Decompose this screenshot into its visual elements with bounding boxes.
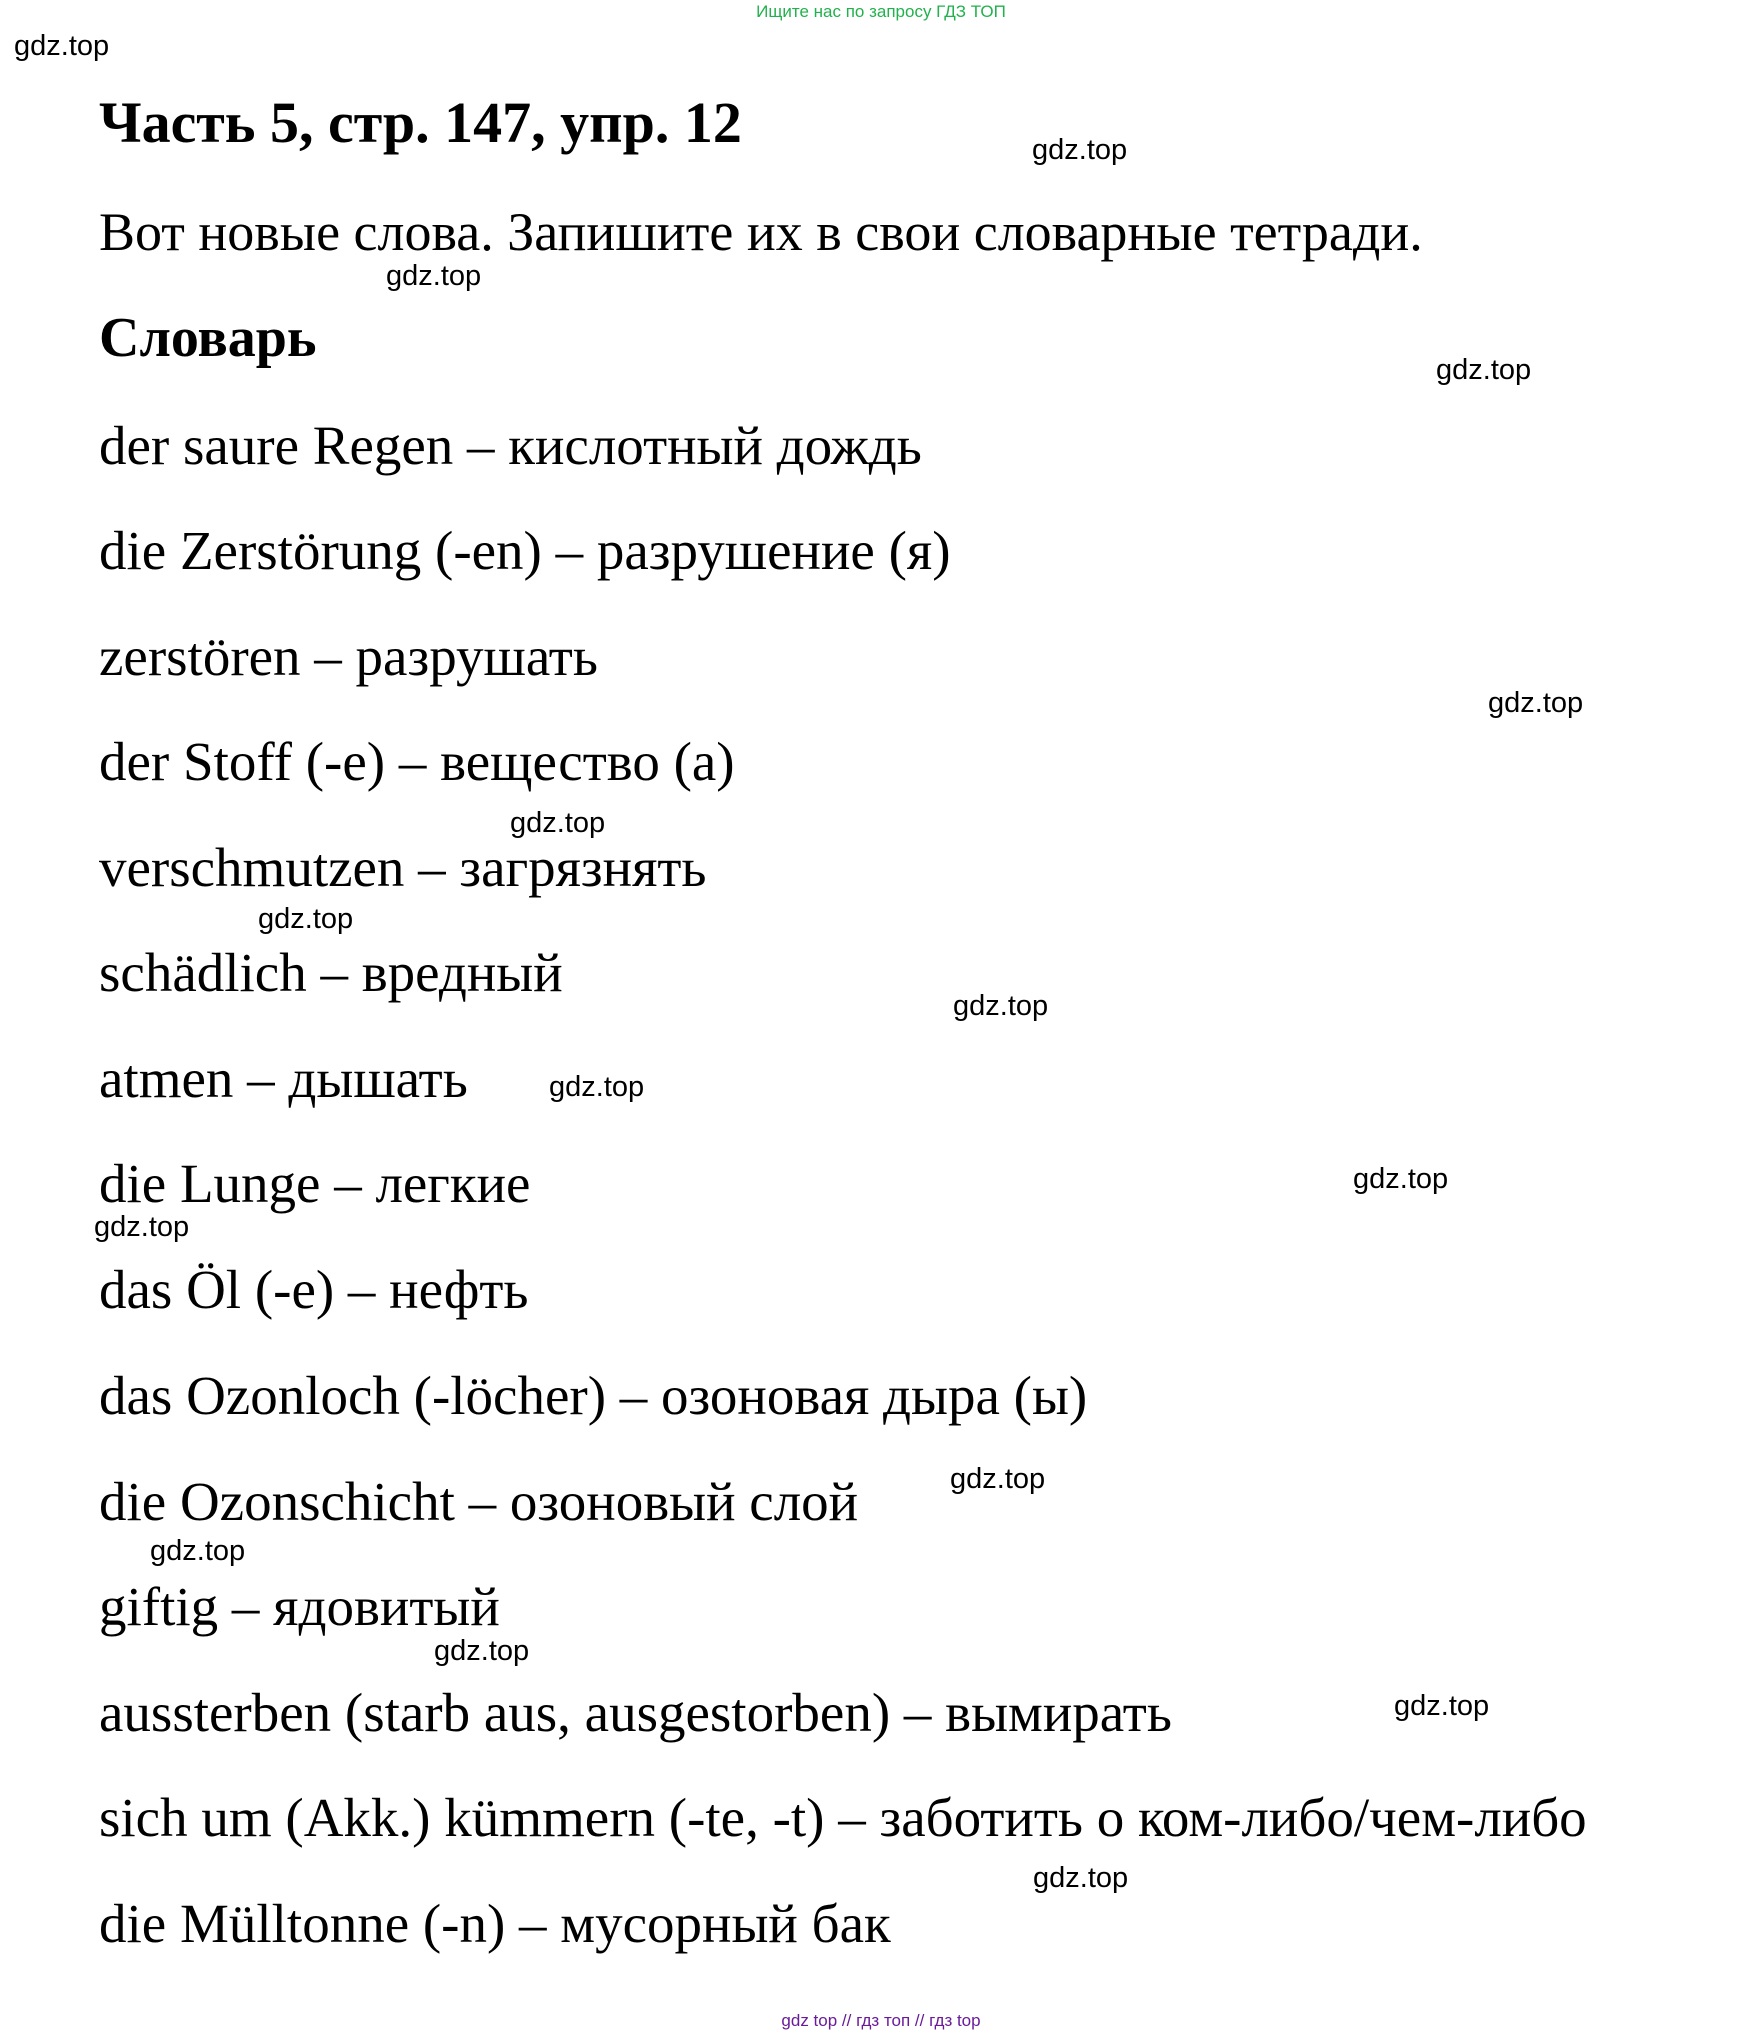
vocab-entry: zerstören – разрушать <box>99 626 598 687</box>
vocab-entry: das Öl (-e) – нефть <box>99 1259 529 1320</box>
vocab-entry: die Lunge – легкие <box>99 1153 531 1214</box>
vocab-entry: verschmutzen – загрязнять <box>99 837 707 898</box>
watermark: gdz.top <box>510 807 606 839</box>
vocab-entry: schädlich – вредный <box>99 942 563 1003</box>
vocab-entry: sich um (Akk.) kümmern (-te, -t) – заботить о ком-либо/чем-либо <box>99 1787 1587 1848</box>
vocab-entry: giftig – ядовитый <box>99 1576 500 1637</box>
watermark: gdz.top <box>549 1071 645 1103</box>
top-banner: Ищите нас по запросу ГДЗ ТОП <box>756 2 1006 21</box>
watermark: gdz.top <box>1394 1690 1490 1722</box>
vocab-entry: die Mülltonne (-n) – мусорный бак <box>99 1893 891 1954</box>
vocab-entry: aussterben (starb aus, ausgestorben) – вымирать <box>99 1682 1172 1743</box>
vocab-entry: die Zerstörung (-en) – разрушение (я) <box>99 520 951 581</box>
vocab-entry: der saure Regen – кислотный дождь <box>99 415 922 476</box>
watermark: gdz.top <box>258 903 354 935</box>
dictionary-heading: Словарь <box>99 307 317 369</box>
vocab-entry: die Ozonschicht – озоновый слой <box>99 1471 859 1532</box>
vocab-entry: der Stoff (-e) – вещество (а) <box>99 731 735 792</box>
vocab-entry: atmen – дышать <box>99 1048 468 1109</box>
watermark: gdz.top <box>1033 1862 1129 1894</box>
bottom-banner: gdz top // гдз топ // гдз top <box>781 2011 981 2030</box>
vocab-entry: das Ozonloch (-löcher) – озоновая дыра (ы) <box>99 1365 1088 1426</box>
watermark: gdz.top <box>150 1535 246 1567</box>
watermark: gdz.top <box>1488 687 1584 719</box>
watermark: gdz.top <box>1032 134 1128 166</box>
watermark: gdz.top <box>386 260 482 292</box>
instruction-text: Вот новые слова. Запишите их в свои словарные тетради. <box>99 202 1423 262</box>
page-title: Часть 5, стр. 147, упр. 12 <box>99 90 742 155</box>
watermark: gdz.top <box>434 1635 530 1667</box>
watermark: gdz.top <box>1436 354 1532 386</box>
watermark: gdz.top <box>94 1211 190 1243</box>
watermark: gdz.top <box>950 1463 1046 1495</box>
watermark: gdz.top <box>14 30 110 62</box>
watermark: gdz.top <box>953 990 1049 1022</box>
watermark: gdz.top <box>1353 1163 1449 1195</box>
